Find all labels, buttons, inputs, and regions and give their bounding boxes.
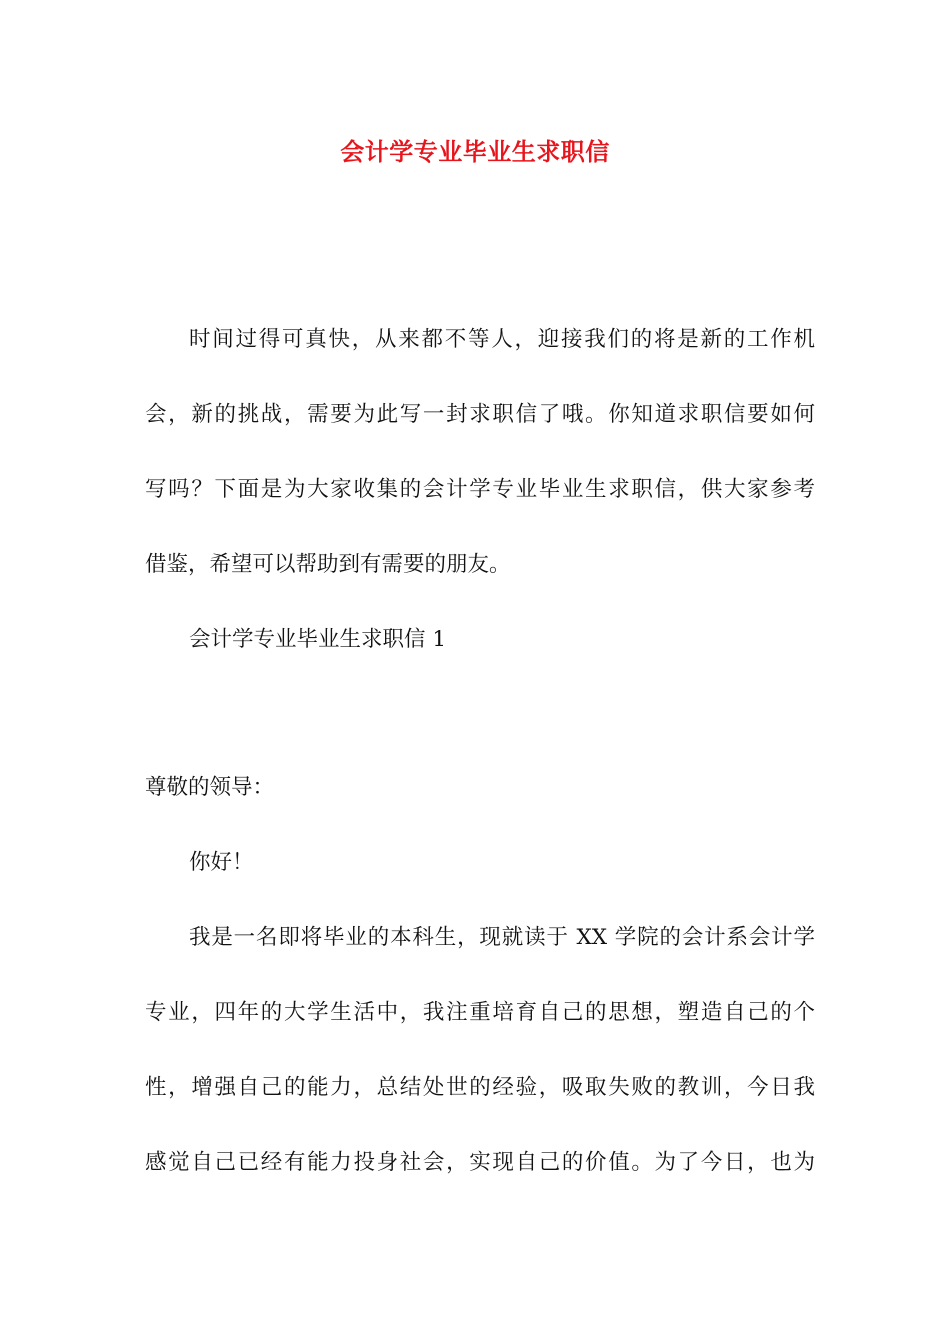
paragraph-line: 写吗？下面是为大家收集的会计学专业毕业生求职信，供大家参考 bbox=[145, 477, 815, 502]
paragraph-line: 会，新的挑战，需要为此写一封求职信了哦。你知道求职信要如何 bbox=[145, 402, 815, 427]
salutation: 尊敬的领导： bbox=[145, 775, 275, 800]
greeting: 你好！ bbox=[189, 850, 254, 875]
paragraph-line: 时间过得可真快，从来都不等人，迎接我们的将是新的工作机 bbox=[189, 327, 815, 352]
paragraph-line: 专业，四年的大学生活中，我注重培育自己的思想，塑造自己的个 bbox=[145, 1000, 815, 1025]
document-title: 会计学专业毕业生求职信 bbox=[340, 137, 610, 166]
paragraph-line: 我是一名即将毕业的本科生，现就读于 XX 学院的会计系会计学 bbox=[189, 925, 815, 950]
paragraph-line: 感觉自己已经有能力投身社会，实现自己的价值。为了今日，也为 bbox=[145, 1150, 815, 1175]
section-heading: 会计学专业毕业生求职信 1 bbox=[189, 627, 447, 652]
paragraph-line: 性，增强自己的能力，总结处世的经验，吸取失败的教训，今日我 bbox=[145, 1075, 815, 1100]
paragraph-line: 借鉴，希望可以帮助到有需要的朋友。 bbox=[145, 552, 511, 577]
